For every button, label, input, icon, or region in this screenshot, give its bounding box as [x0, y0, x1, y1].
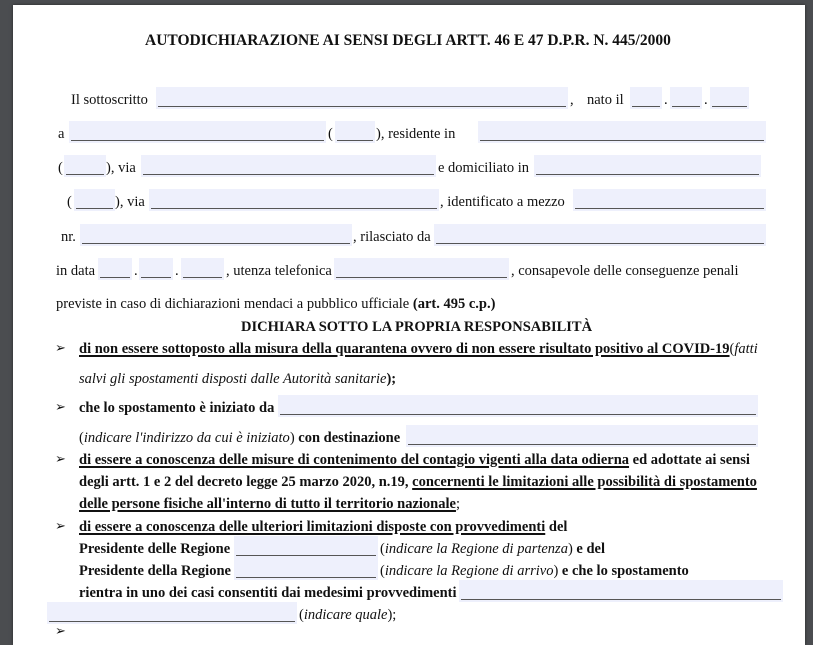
item1-line2: salvi gli spostamenti disposti dalle Autorità sanitarie);: [79, 371, 397, 387]
utenza-label: , utenza telefonica: [226, 263, 332, 279]
bullet-arrow-icon: ➢: [55, 623, 66, 638]
item3-line2: degli artt. 1 e 2 del decreto legge 25 marzo 2020, n.19, concernenti le limitazioni alle possibilità di spostamento: [79, 474, 757, 490]
previste-text: previste in caso di dichiarazioni mendaci a pubblico ufficiale (art. 495 c.p.): [56, 296, 496, 312]
dot: .: [664, 92, 668, 108]
bullet-arrow-icon: ➢: [55, 399, 66, 414]
item2-line2: (indicare l'indirizzo da cui è iniziato) con destinazione: [79, 430, 401, 446]
nato-il-label: nato il: [587, 92, 624, 108]
item2-label: che lo spostamento è iniziato da: [79, 400, 275, 416]
item4-line1: di essere a conoscenza delle ulteriori limitazioni disposte con provvedimenti del: [79, 519, 568, 535]
consapevole-label: , consapevole delle conseguenze penali: [511, 263, 739, 279]
prov-domicilio-field[interactable]: [74, 189, 115, 211]
sottoscritto-label: Il sottoscritto: [71, 92, 148, 108]
luogo-nascita-field[interactable]: [69, 121, 326, 143]
data-anno-field[interactable]: [181, 258, 224, 280]
provvedimento-quale-field[interactable]: [47, 602, 297, 624]
via-residenza-input[interactable]: [141, 155, 436, 177]
sottoscritto-field[interactable]: [156, 87, 568, 109]
via-domicilio-input[interactable]: [149, 189, 439, 211]
nato-mese-input[interactable]: [670, 87, 702, 109]
rientra-label: rientra in uno dei casi consentiti dai medesimi provvedimenti: [79, 585, 457, 601]
bullet-arrow-icon: ➢: [55, 340, 66, 355]
spostamento-da-field[interactable]: [278, 395, 758, 417]
regione-arrivo-input[interactable]: [234, 558, 378, 580]
luogo-nascita-input[interactable]: [69, 121, 326, 143]
bullet-arrow-icon: ➢: [55, 451, 66, 466]
identificato-mezzo-field[interactable]: [573, 189, 766, 211]
dot: .: [704, 92, 708, 108]
regione-partenza-field[interactable]: [234, 536, 378, 558]
residente-in-input[interactable]: [478, 121, 766, 143]
identificato-mezzo-input[interactable]: [573, 189, 766, 211]
via-residenza-field[interactable]: [141, 155, 436, 177]
identificato-label: , identificato a mezzo: [440, 194, 565, 210]
data-giorno-field[interactable]: [98, 258, 132, 280]
nato-anno-field[interactable]: [710, 87, 749, 109]
bullet-arrow-icon: ➢: [55, 518, 66, 533]
nato-giorno-input[interactable]: [630, 87, 662, 109]
a-label: a: [58, 126, 65, 142]
destinazione-input[interactable]: [406, 425, 758, 447]
regione-arrivo-field[interactable]: [234, 558, 378, 580]
declaration-heading: DICHIARA SOTTO LA PROPRIA RESPONSABILITÀ: [241, 319, 593, 335]
paren: (: [67, 194, 72, 210]
spostamento-da-input[interactable]: [278, 395, 758, 417]
rilasciato-da-input[interactable]: [434, 224, 766, 246]
document-title: AUTODICHIARAZIONE AI SENSI DEGLI ARTT. 46 E 47 D.P.R. N. 445/2000: [145, 32, 671, 49]
dot: .: [134, 263, 138, 279]
residente-in-field[interactable]: [478, 121, 766, 143]
domiciliato-in-field[interactable]: [534, 155, 761, 177]
provvedimento-input[interactable]: [459, 580, 783, 602]
provvedimento-quale-input[interactable]: [47, 602, 297, 624]
dot: .: [175, 263, 179, 279]
document-page: [13, 5, 805, 645]
data-anno-input[interactable]: [181, 258, 224, 280]
documento-nr-field[interactable]: [80, 224, 352, 246]
rilasciato-label: , rilasciato da: [353, 229, 431, 245]
indicare-quale-hint: (indicare quale);: [299, 607, 397, 623]
destinazione-field[interactable]: [406, 425, 758, 447]
in-data-label: in data: [56, 263, 96, 279]
telefono-input[interactable]: [334, 258, 509, 280]
regione-partenza-input[interactable]: [234, 536, 378, 558]
presidente-regione-partenza-label: Presidente delle Regione: [79, 541, 231, 557]
residente-label: ), residente in: [376, 126, 456, 142]
data-mese-input[interactable]: [139, 258, 173, 280]
provvedimento-field[interactable]: [459, 580, 783, 602]
nato-giorno-field[interactable]: [630, 87, 662, 109]
nato-mese-field[interactable]: [670, 87, 702, 109]
item1-line1: di non essere sottoposto alla misura della quarantena ovvero di non essere risultato positivo al COVID-19(fatti: [79, 341, 758, 357]
domiciliato-in-input[interactable]: [534, 155, 761, 177]
presidente-regione-arrivo-label: Presidente della Regione: [79, 563, 231, 579]
data-mese-field[interactable]: [139, 258, 173, 280]
nato-anno-input[interactable]: [710, 87, 749, 109]
prov-residenza-field[interactable]: [64, 155, 106, 177]
documento-nr-input[interactable]: [80, 224, 352, 246]
rilasciato-da-field[interactable]: [434, 224, 766, 246]
prov-residenza-input[interactable]: [64, 155, 106, 177]
sottoscritto-input[interactable]: [156, 87, 568, 109]
via-domicilio-field[interactable]: [149, 189, 439, 211]
via-label: ), via: [115, 194, 145, 210]
item3-line1: di essere a conoscenza delle misure di contenimento del contagio vigenti alla data odierna ed adottate ai sensi: [79, 452, 750, 468]
comma: ,: [570, 92, 574, 108]
paren: (: [328, 126, 333, 142]
via-label: ), via: [106, 160, 136, 176]
domiciliato-label: e domiciliato in: [438, 160, 530, 176]
item3-line3: delle persone fisiche all'interno di tutto il territorio nazionale;: [79, 496, 460, 512]
prov-nascita-input[interactable]: [335, 121, 375, 143]
data-giorno-input[interactable]: [98, 258, 132, 280]
regione-partenza-hint: (indicare la Regione di partenza) e del: [380, 541, 606, 557]
regione-arrivo-hint: (indicare la Regione di arrivo) e che lo spostamento: [380, 563, 689, 579]
paren: (: [58, 160, 63, 176]
nr-label: nr.: [61, 229, 76, 245]
prov-nascita-field[interactable]: [335, 121, 375, 143]
prov-domicilio-input[interactable]: [74, 189, 115, 211]
telefono-field[interactable]: [334, 258, 509, 280]
